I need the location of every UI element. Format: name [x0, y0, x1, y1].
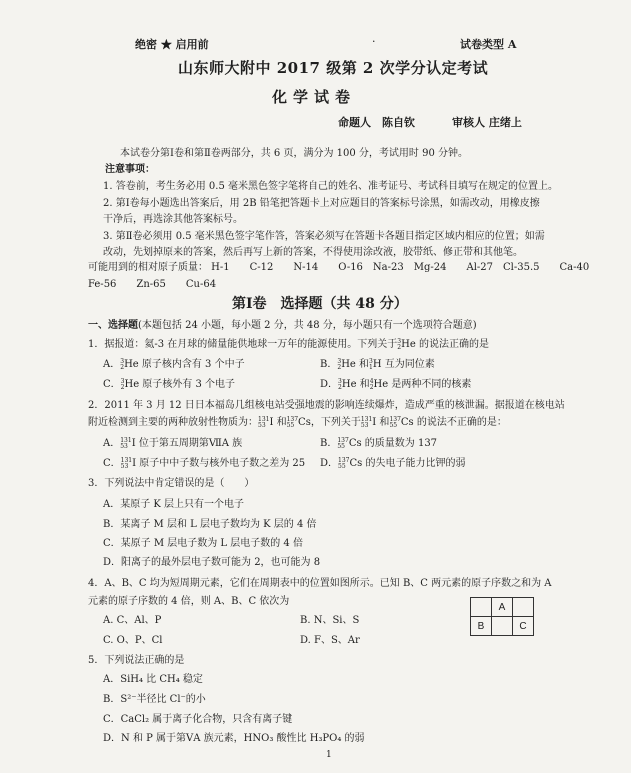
- atomic-masses-line: Fe-56 Zn-65 Cu-64: [88, 279, 217, 290]
- question-4-stem-cont: 元素的原子序数的 4 倍，则 A、B、C 依次为: [88, 596, 290, 607]
- secret-label: 绝密 ★ 启用前: [135, 38, 209, 51]
- periodic-table-fragment: [470, 597, 534, 636]
- question-1-stem: 1．据报道：氦-3 在月球的储量能供地球一万年的能源使用。下列关于 3 2 He 的说法正确的是: [88, 337, 489, 351]
- q2-option-c: C． 131 53 I 原子中中子数与核外电子数之差为 25: [103, 456, 306, 470]
- q3-option-d: D．阳离子的最外层电子数可能为 2，也可能为 8: [103, 557, 321, 568]
- q3-option-b: B．某离子 M 层和 L 层电子数均为 K 层的 4 倍: [103, 519, 317, 530]
- q2-option-a: A． 131 53 I 位于第五周期第ⅦA 族: [103, 436, 243, 450]
- notice-line: 干净后，再选涂其他答案标号。: [103, 214, 243, 225]
- section-intro: 一、选择题(本题包括 24 小题，每小题 2 分，共 48 分，每小题只有一个选项符合题意): [88, 320, 477, 331]
- exam-subtitle: 化学试卷: [272, 88, 357, 106]
- exam-title: 山东师大附中 2017 级第 2 次学分认定考试: [178, 59, 489, 77]
- grid-cell-c: C: [513, 617, 534, 636]
- q5-option-b: B．S²⁻半径比 Cl⁻的小: [103, 694, 206, 705]
- notice-line: 1. 答卷前，考生务必用 0.5 毫米黑色签字笔将自己的姓名、准考证号、考试科目填写在规定的位置上。: [103, 181, 558, 192]
- q3-option-c: C．某原子 M 层电子数为 L 层电子数的 4 倍: [103, 538, 303, 549]
- q1-option-a: A． 3 2 He 原子核内含有 3 个中子: [103, 357, 245, 371]
- notice-title: 注意事项：: [105, 164, 155, 175]
- q1-option-c: C． 3 2 He 原子核外有 3 个电子: [103, 377, 236, 391]
- q1-option-d: D． 3 2 He 和 4 2 He 是两种不同的核素: [320, 377, 472, 391]
- question-5-stem: 5．下列说法正确的是: [88, 655, 185, 666]
- notice-line: 2. 第Ⅰ卷每小题选出答案后，用 2B 铅笔把答题卡上对应题目的答案标号涂黑，如需改动，用橡皮擦: [103, 198, 540, 209]
- q2-option-b: B． 137 55 Cs 的质量数为 137: [320, 436, 438, 450]
- q2-option-d: D． 137 55 Cs 的失电子能力比钾的弱: [320, 456, 466, 470]
- grid-cell-b: B: [471, 617, 492, 636]
- grid-cell-empty: [513, 598, 534, 617]
- notice-line: 3. 第Ⅱ卷必须用 0.5 毫米黑色签字笔作答，答案必须写在答题卡各题目指定区域内相应的位置；如需: [103, 231, 545, 242]
- grid-cell-a: A: [492, 598, 513, 617]
- header-dot: ·: [372, 35, 376, 48]
- q5-option-d: D．N 和 P 属于第ⅤA 族元素，HNO₃ 酸性比 H₃PO₄ 的弱: [103, 733, 365, 744]
- q4-option-a: A. C、Al、P: [103, 615, 162, 626]
- q5-option-c: C．CaCl₂ 属于离子化合物，只含有离子键: [103, 714, 293, 725]
- section-title: 第Ⅰ卷 选择题（共 48 分）: [232, 296, 408, 312]
- q1-option-b: B． 3 2 He 和 3 1 H 互为同位素: [320, 357, 435, 371]
- q5-option-a: A．SiH₄ 比 CH₄ 稳定: [103, 674, 203, 685]
- he3-nuclide: 3 2: [397, 337, 402, 351]
- question-4-stem: 4．A、B、C 均为短周期元素，它们在周期表中的位置如图所示。已知 B、C 两元素的原子序数之和为 A: [88, 578, 552, 589]
- page-number: 1: [326, 750, 332, 760]
- creator: 命题人 陈自钦: [338, 116, 415, 129]
- paper-type: 试卷类型 A: [460, 38, 517, 51]
- q4-option-b: B. N、Si、S: [300, 615, 360, 626]
- question-2-stem-cont: 附近检测到主要的两种放射性物质为： 131 53 I 和 137 55 Cs，下列关于 131 53 I 和 137 55 Cs 的说法不正确的是：: [88, 415, 507, 429]
- q4-option-c: C. O、P、Cl: [103, 635, 163, 646]
- q4-option-d: D. F、S、Ar: [300, 635, 360, 646]
- reviewer: 审核人 庄绪上: [452, 116, 522, 129]
- question-3-stem: 3．下列说法中肯定错误的是（ ）: [88, 478, 255, 489]
- grid-cell-empty: [492, 617, 513, 636]
- q3-option-a: A．某原子 K 层上只有一个电子: [103, 499, 245, 510]
- atomic-masses-line: 可能用到的相对原子质量： H-1 C-12 N-14 O-16 Na-23 Mg-24 Al-27 Cl-35.5 Ca-40: [88, 262, 590, 273]
- notice-line: 改动，先划掉原来的答案，然后再写上新的答案，不得使用涂改液，胶带纸、修正带和其他笔。: [103, 247, 523, 258]
- grid-cell-empty: [471, 598, 492, 617]
- question-2-stem: 2．2011 年 3 月 12 日日本福岛几组核电站受强地震的影响连续爆炸，造成严重的核泄漏。据报道在核电站: [88, 400, 565, 411]
- intro-text: 本试卷分第Ⅰ卷和第Ⅱ卷两部分，共 6 页，满分为 100 分，考试用时 90 分钟。: [120, 148, 468, 159]
